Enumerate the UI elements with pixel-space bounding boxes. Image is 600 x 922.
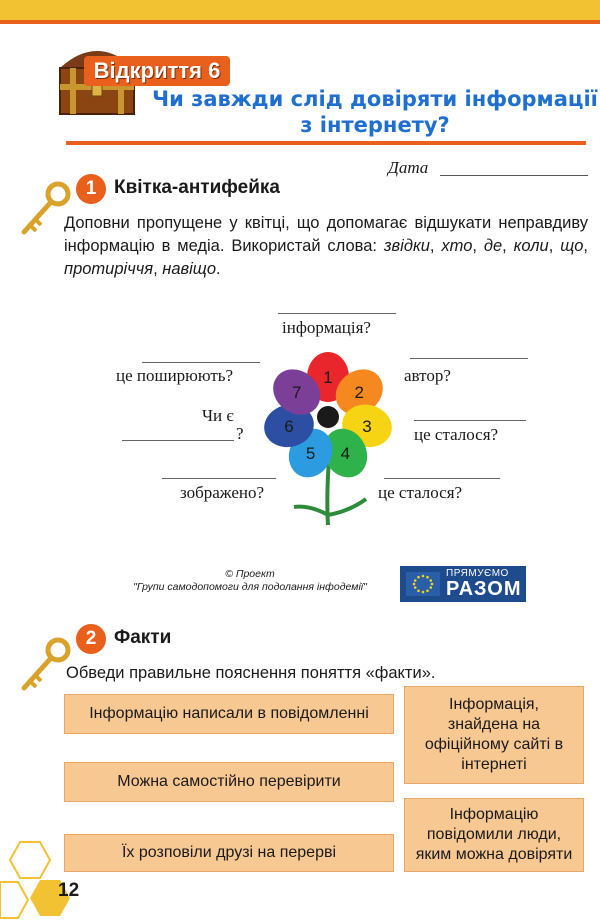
logo-text-1: ПРЯМУЄМО	[446, 568, 509, 579]
credit-line-2: "Групи самодопомоги для подолання інфодемії"	[133, 581, 367, 593]
title-divider	[66, 141, 586, 145]
flower-center	[317, 406, 339, 428]
option-box[interactable]: Можна самостійно перевірити	[64, 762, 394, 802]
blank-line-bottom-right[interactable]	[384, 478, 500, 479]
petal-number-6: 6	[284, 416, 294, 436]
flower-leaf-right	[328, 499, 366, 515]
word-1: звідки	[383, 237, 430, 255]
discovery-label: Відкриття 6	[84, 56, 230, 86]
label-bottom-left: зображено?	[180, 483, 265, 502]
blank-line-top-left[interactable]	[142, 362, 260, 363]
label-top-left: це поширюють?	[116, 366, 234, 385]
blank-line-bottom-left[interactable]	[162, 478, 276, 479]
word-6: протиріччя	[64, 260, 154, 278]
section-1-title: Квітка-антифейка	[114, 177, 280, 198]
section-2-number: 2	[76, 624, 106, 654]
word-3: де	[483, 237, 503, 255]
blank-line-top[interactable]	[278, 313, 396, 314]
word-2: хто	[441, 237, 473, 255]
blank-line-left-mid[interactable]	[122, 440, 234, 441]
flower-leaf-left	[294, 507, 328, 515]
option-box[interactable]: Інформація, знайдена на офіційному сайті в інтернеті	[404, 686, 584, 784]
label-left-mid-2: ?	[236, 424, 244, 443]
word-4: коли	[513, 237, 549, 255]
label-right-mid: це сталося?	[414, 425, 499, 444]
option-box[interactable]: Інформацію написали в повідомленні	[64, 694, 394, 734]
label-right-top: автор?	[404, 366, 451, 385]
petal-number-5: 5	[305, 444, 316, 464]
petal-number-3: 3	[362, 416, 372, 436]
eu-flag-icon	[406, 572, 440, 596]
blank-line-right-top[interactable]	[410, 358, 528, 359]
petal-number-7: 7	[291, 383, 302, 403]
word-7: навіщо	[162, 260, 217, 278]
section-2-title: Факти	[114, 627, 172, 648]
section-1-instruction: Доповни пропущене у квітці, що допомагає відшукати неправдиву інформацію в медіа. Використай слова: звідки, хто, де, коли, що, протиріччя, навіщо.	[64, 214, 589, 278]
word-5: що	[560, 237, 584, 255]
anti-fake-flower	[250, 335, 410, 535]
petal-number-2: 2	[354, 383, 365, 403]
page-number: 12	[58, 880, 80, 901]
date-input-line[interactable]	[440, 175, 588, 176]
date-label: Дата	[388, 158, 429, 177]
option-box[interactable]: Їх розповіли друзі на перерві	[64, 834, 394, 872]
project-credit	[110, 568, 390, 594]
credit-line-1: © Проект	[225, 568, 275, 580]
label-bottom-right: це сталося?	[378, 483, 463, 502]
instruction-text: Доповни пропущене у квітці, що допомагає відшукати неправдиву інформацію в медіа. Використай слова:	[64, 214, 588, 255]
label-top: інформація?	[282, 318, 371, 337]
petal-number-1: 1	[323, 368, 333, 387]
blank-line-right-mid[interactable]	[414, 420, 526, 421]
section-1-number: 1	[76, 174, 106, 204]
eu-logo	[400, 566, 526, 602]
label-left-mid-1: Чи є	[202, 406, 234, 425]
section-2-instruction: Обведи правильне пояснення поняття «факти».	[66, 664, 436, 682]
title-line-1: Чи завжди слід довіряти інформації	[152, 87, 598, 111]
petal-number-4: 4	[340, 444, 351, 464]
logo-text-2: РАЗОМ	[446, 578, 522, 600]
option-box[interactable]: Інформацію повідомили люди, яким можна довіряти	[404, 798, 584, 872]
top-decor-line	[0, 20, 600, 24]
title-line-2: з інтернету?	[300, 113, 450, 137]
page-title	[150, 86, 600, 138]
